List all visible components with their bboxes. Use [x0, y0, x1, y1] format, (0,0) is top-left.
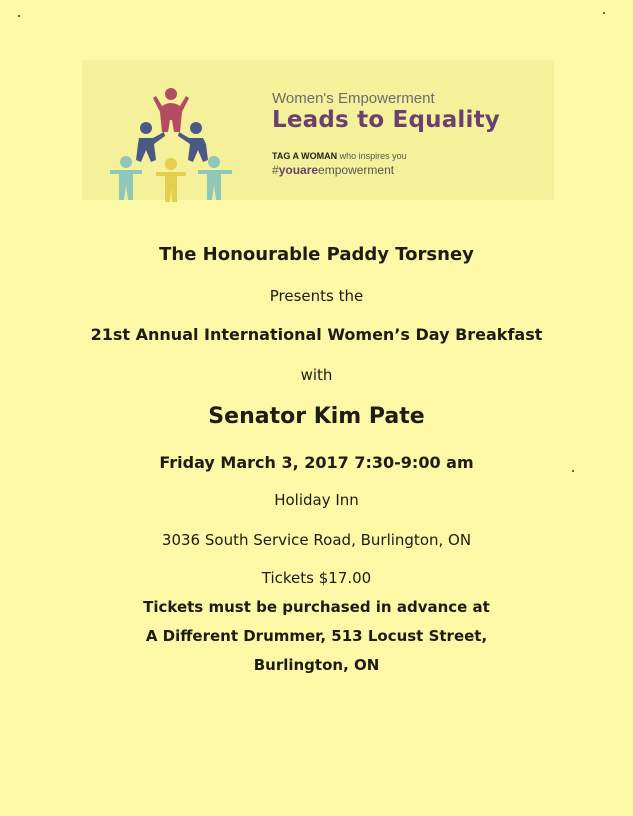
tagline-bold: TAG A WOMAN: [272, 151, 338, 161]
hashtag-highlight: youare: [278, 163, 319, 177]
advance-purchase-line-1: Tickets must be purchased in advance at: [143, 598, 490, 616]
tagline-rest: who inspires you: [337, 151, 407, 161]
advance-purchase-line-3: Burlington, ON: [253, 656, 380, 674]
banner-hashtag: [272, 163, 552, 177]
presents-line: Presents the: [269, 287, 364, 305]
human-pyramid-logo: [106, 84, 236, 202]
banner-title: Leads to Equality: [272, 107, 500, 133]
banner-subtitle: Women's Empowerment: [272, 90, 435, 107]
event-banner: [82, 60, 554, 200]
venue-address: 3036 South Service Road, Burlington, ON: [161, 531, 472, 549]
paper-speck: [572, 470, 574, 472]
paper-speck: [603, 12, 605, 14]
event-datetime: Friday March 3, 2017 7:30-9:00 am: [159, 453, 474, 472]
ticket-price: Tickets $17.00: [261, 569, 372, 587]
with-line: with: [300, 366, 333, 384]
hashtag-rest: empowerment: [318, 163, 395, 177]
venue-name: Holiday Inn: [274, 491, 359, 509]
event-title: 21st Annual International Women’s Day Breakfast: [90, 325, 543, 344]
speaker-name: Senator Kim Pate: [208, 404, 425, 429]
hashtag-prefix: #: [272, 163, 279, 177]
advance-purchase-line-2: A Different Drummer, 513 Locust Street,: [145, 627, 488, 645]
paper-speck: [18, 15, 20, 17]
host-line: The Honourable Paddy Torsney: [159, 244, 474, 265]
banner-text: [272, 90, 552, 177]
banner-tagline: [272, 151, 552, 161]
